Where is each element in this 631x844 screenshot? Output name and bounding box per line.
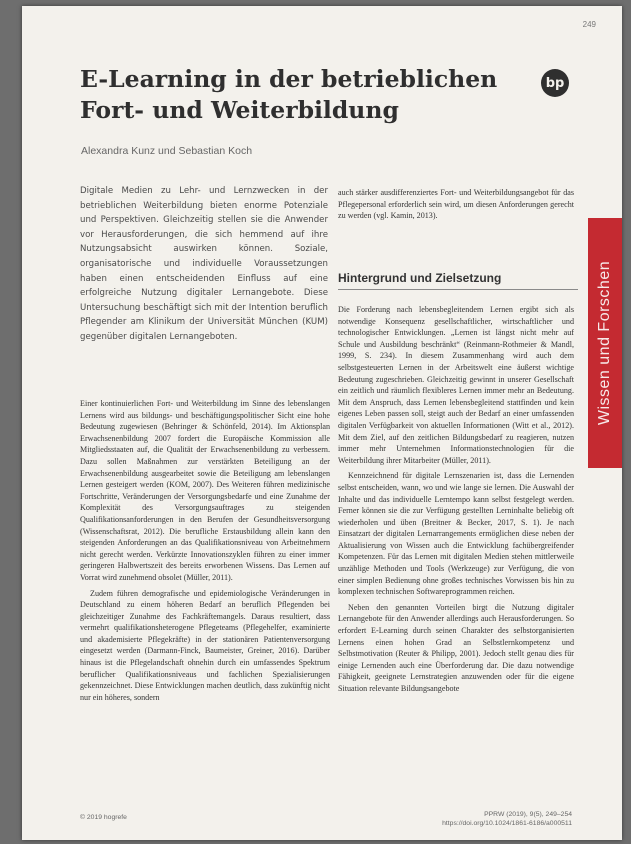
- left-column: [80, 398, 330, 707]
- title-line-1: E-Learning in der betrieblichen: [80, 65, 498, 93]
- right-column-top: [338, 187, 574, 226]
- section-heading: Hintergrund und Zielsetzung: [338, 271, 578, 290]
- side-tab-label: Wissen und Forschen: [596, 260, 613, 426]
- section-side-tab: [588, 218, 622, 468]
- citation-line: PPRW (2019), 9(5), 249–254: [484, 811, 572, 818]
- body-paragraph: Neben den genannten Vorteilen birgt die Nutzung digitaler Lernangebote für den Anwender allerdings auch Herausforderungen. So erfordert E-Learning durch seinen Charakter des selbstorganisierten Lernens einen hohen Grad an Selbstlernkompetenz und Selbstmotivation (Reuter & Philipp, 2001). Jedoch stellt genau dies für einige Lernenden auch eine Überforderung dar. Die dazu notwendige Fähigkeit, geeignete Lernstrategien anzuwenden oder für die eigene Situation relevante Bildungsangebote: [338, 602, 574, 693]
- body-paragraph: Einer kontinuierlichen Fort- und Weiterbildung im Sinne des lebenslangen Lernens wird aus bildungs- und beschäftigungspolitischer Sicht eine hohe Bedeutung zugewiesen (Behringer & Schönfeld, 2014). Im Aktionsplan Erwachsenenbildung 2007 fordert die Europäische Kommission alle Mitgliedsstaaten auf, die Qualität der Erwachsenenbildung zu verbessern. Dazu sollen Maßnahmen zur verstärkten Beteiligung an der Erwachsenenbildung ausgearbeitet sowie die Beteiligung am lebenslangen Lernen gesteigert werden (KOM, 2007). Des Weiteren führen medizinische Fortschritte, Veränderungen der Versorgungsbedarfe und eine Zunahme der Komplexität des Versorgungsauftrages zu steigenden Qualifikationsanforderungen in den Berufen der Gesundheitsversorgung (Wissenschaftsrat, 2012). Die berufliche Erstausbildung allein kann den steigenden Anforderungen an das Qualifikationsniveau von Arbeitnehmern nicht gerecht werden. Verkürzte Innovationszyklen führen zu einer immer geringeren Halbwertszeit des bereits erworbenen Wissens. Das Lernen auf Vorrat wird zunehmend obsolet (Müller, 2011).: [80, 399, 330, 582]
- right-column: [338, 304, 574, 699]
- abstract: Digitale Medien zu Lehr- und Lernzwecken in der betrieblichen Weiterbildung bieten enorme Potenziale und Perspektiven. Gleichzeitig stellen sie die Anwender vor Herausforderungen, die sich hemmend auf ihre Nutzungsabsicht auswirken können. Soziale, organisatorische und individuelle Voraussetzungen haben einen entscheidenden Einfluss auf eine erfolgreiche Nutzung digitaler Lernangebote. Diese Untersuchung beschäftigt sich mit der Intention beruflich Pflegender am Klinikum der Universität München (KUM) gegenüber digitalen Lernangeboten.: [80, 186, 328, 342]
- copyright-footer: © 2019 hogrefe: [80, 814, 127, 821]
- doi-link[interactable]: https://doi.org/10.1024/1861-6186/a000511: [442, 820, 572, 827]
- body-paragraph: auch stärker ausdifferenziertes Fort- und Weiterbildungsangebot für das Pflegepersonal erforderlich sein wird, um diesen Anforderungen gerecht zu werden (vgl. Kamin, 2013).: [338, 188, 574, 221]
- body-paragraph: Kennzeichnend für digitale Lernszenarien ist, dass die Lernenden selbst entscheiden, wann, wo und wie lange sie lernen. Die Auswahl der Inhalte und das individuelle Lerntempo kann selbst festgelegt werden. Ferner können sie die zur Verfügung gestellten Lerninhalte beliebig oft wiederholen und üben (Breitner & Becker, 2017, S. 1). Je nach Einsatzart der digitalen Lernarrangements ermöglichen diese neben der Aktualisierung von Wissen auch die Entwicklung fachübergreifender Kompetenzen. Für das Lernen mit digitalen Medien stehen mittlerweile unzählige Methoden und Tools (Werkzeuge) zur Verfügung, die von einer simplen Bedienung ohne großes technisches Vorwissen bis hin zu komplexen technischen Softwareprogrammen reichen.: [338, 471, 574, 597]
- title-line-2: Fort- und Weiterbildung: [80, 96, 399, 124]
- body-paragraph: Zudem führen demografische und epidemiologische Veränderungen in Deutschland zu einem höheren Bedarf an beruflich Pflegenden bei gleichzeitiger Zunahme des Fachkräftemangels. Daraus resultiert, dass vermehrt qualifikationsheterogene Pflegeteams (Pflegehelfer, examinierte und akademisierte Pflegekräfte) in der stationären Patientenversorgung eingesetzt werden (Darmann-Finck, Baumeister, Greiner, 2016). Darüber hinaus ist die Pflegelandschaft ohnehin durch ein umfassendes Spektrum beruflicher Qualifikationsniveaus und fachlichen Spezialisierungen gekennzeichnet. Diese Entwicklungen machen deutlich, dass zukünftig nicht nur ein höheres, sondern: [80, 588, 330, 702]
- body-paragraph: Die Forderung nach lebensbegleitendem Lernen ergibt sich als notwendige Konsequenz gesellschaftlicher, wirtschaftlicher und technologischer Entwicklungen. „Lernen ist längst nicht mehr auf Schule und Ausbildung beschränkt“ (Reinmann-Rothmeier & Mandl, 1999, S. 234). In diesem Zusammenhang wird auch dem selbstgesteuerten Lernen in der Arbeitswelt eine äußerst wichtige Bedeutung zugeschrieben. Gleichzeitig gewinnt in unserer Gesellschaft ein zeitlich und räumlich flexibleres Lernen immer mehr an Bedeutung. Mit dem Anspruch, dass Lernen lebensbegleitend stattfinden und kein eigenes Leben passen soll, steigt auch der Bedarf an einer umfassenden digitalen Verfügbarkeit von aktuellen Informationen (Witt et al., 2012). Mit dem Ziel, auf den zeitlichen Bildungsbedarf zu reagieren, nutzen immer mehr Unternehmen Informationstechnologien für die Weiterbildung ihrer Mitarbeiter (Müller, 2011).: [338, 305, 574, 465]
- article-title: [80, 64, 550, 126]
- publisher-logo-icon: bp: [541, 69, 569, 97]
- page-number: 249: [582, 20, 596, 29]
- journal-page: [22, 6, 622, 840]
- authors: Alexandra Kunz und Sebastian Koch: [81, 145, 253, 157]
- citation-footer: [442, 810, 572, 828]
